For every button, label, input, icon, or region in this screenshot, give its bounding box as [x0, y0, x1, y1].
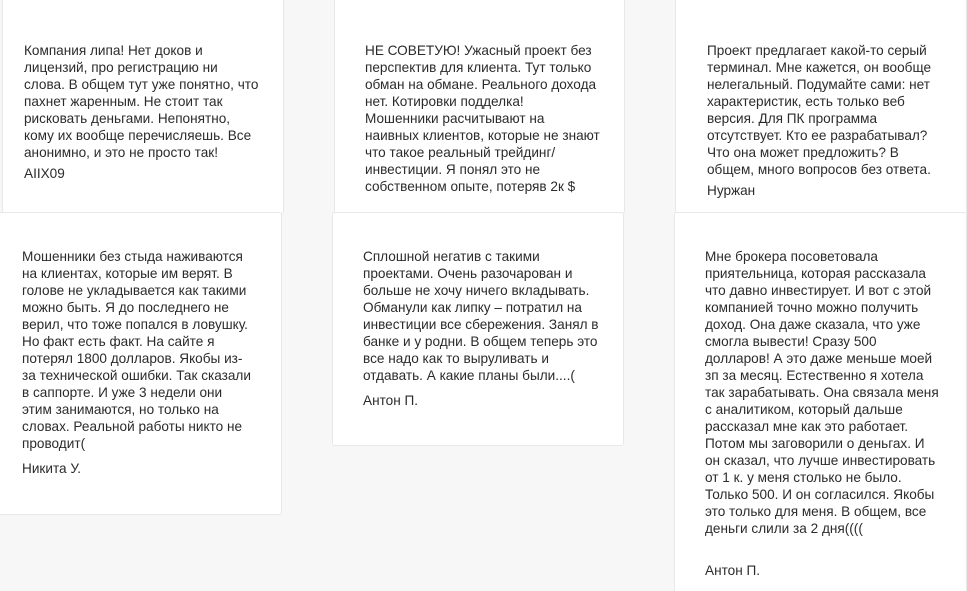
review-text: НЕ СОВЕТУЮ! Ужасный проект без перспектив для клиента. Тут только обман на обмане. Реального дохода нет. Котировки подделка! Мошенники расчитывают на наивных клиентов, которые не знают что такое реальный трейдинг/инвестиции. Я понял это не собственном опыте, потеряв 2к $ — [365, 43, 600, 194]
review-author: Никита У. — [22, 461, 81, 476]
review-card — [2, 0, 284, 214]
review-text: Мошенники без стыда наживаются на клиентах, которые им верят. В голове не укладывается как такими можно быть. Я до последнего не верил, что тоже попался в ловушку. Но факт есть факт. На сайте я потерял 1800 долларов. Якобы из-за технической ошибки. Так сказали в саппорте. И уже 3 недели они этим занимаются, но только на словах. Реальной работы никто не проводит( — [22, 249, 251, 451]
review-author: Антон П. — [705, 563, 761, 578]
review-author: Нуржан — [707, 183, 756, 198]
review-card — [332, 212, 624, 446]
review-card — [674, 212, 967, 591]
review-author: AIIX09 — [24, 166, 65, 181]
review-text: Сплошной негатив с такими проектами. Очень разочарован и больше не хочу ничего вкладывать. Обманули как липку – потратил на инвестиции все сбережения. Занял в банке и у родни. В общем теперь это все надо как то выруливать и отдавать. А какие планы были....( — [363, 249, 599, 383]
review-card — [675, 0, 967, 214]
review-card — [334, 0, 625, 214]
review-card — [0, 212, 282, 515]
review-author: Антон П. — [363, 393, 419, 408]
review-text: Мне брокера посоветовала приятельница, которая рассказала что давно инвестирует. И вот с этой компанией точно можно получить доход. Она даже сказала, что уже смогла вывести! Сразу 500 долларов! А это даже меньше моей зп за месяц. Естественно я хотела так зарабатывать. Она связала меня с аналитиком, который дальше рассказал мне как это работает. Потом мы заговорили о деньгах. И он сказал, что лучше инвестировать от 1 к. у меня столько не было. Только 500. И он согласился. Якобы это только для меня. В общем, все деньги слили за 2 дня(((( — [705, 249, 939, 536]
review-text: Компания липа! Нет доков и лицензий, про регистрацию ни слова. В общем тут уже понятно, что пахнет жаренным. Не стоит так рисковать деньгами. Непонятно, кому их вообще перечисляешь. Все анонимно, и это не просто так! — [24, 43, 259, 160]
review-text: Проект предлагает какой-то серый терминал. Мне кажется, он вообще нелегальный. Подумайте сами: нет характеристик, есть только веб версия. Для ПК программа отсутствует. Кто ее разрабатывал? Что она может предложить? В общем, много вопросов без ответа. — [707, 43, 932, 177]
